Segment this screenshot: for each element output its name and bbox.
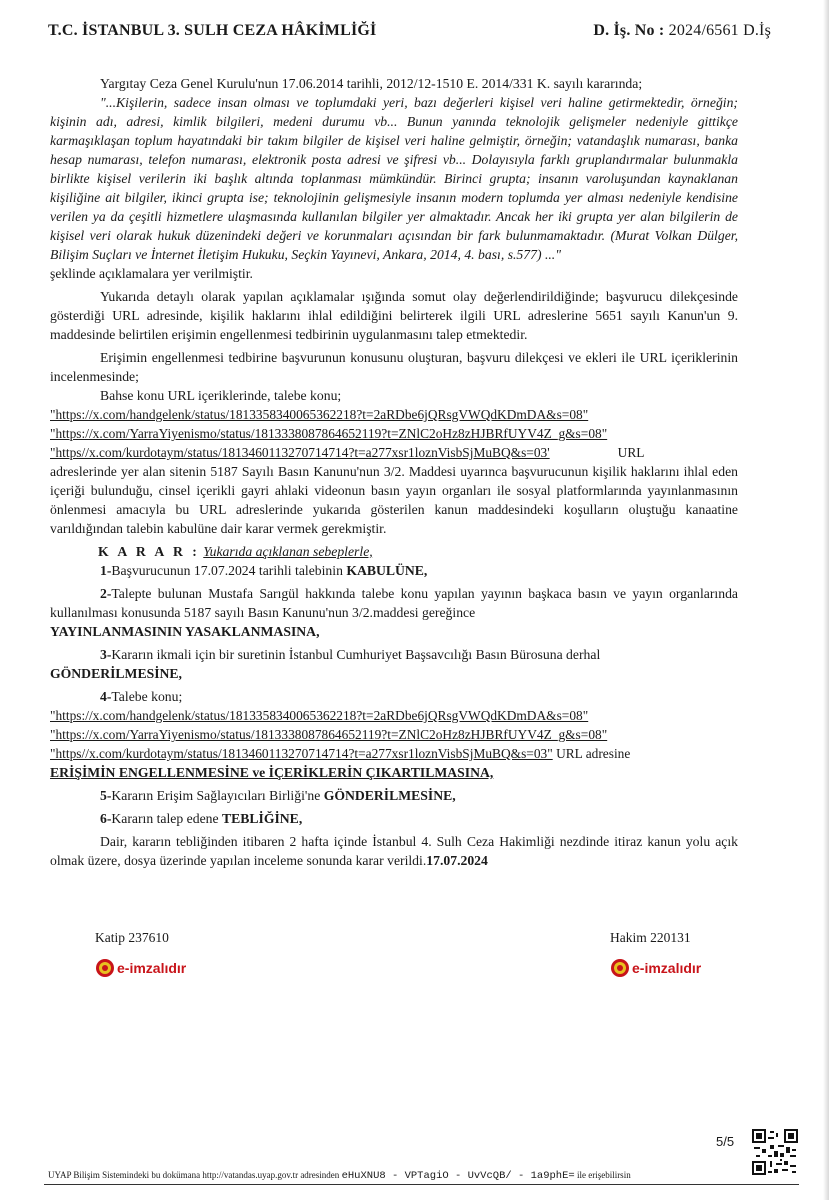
footer-divider xyxy=(44,1184,799,1185)
url-suffix: URL xyxy=(617,445,645,460)
paragraph-examination: Erişimin engellenmesi tedbirine başvurunun konusunu oluşturan, başvuru dilekçesi ve ekleri ile URL içeriklerinin incelenmesinde; xyxy=(50,350,738,384)
paragraph-citation: Yargıtay Ceza Genel Kurulu'nun 17.06.2014 tarihli, 2012/12-1510 E. 2014/331 K. sayılı kararında; xyxy=(100,76,643,91)
seal-icon xyxy=(95,958,115,978)
item-number: 5- xyxy=(100,788,112,803)
file-number xyxy=(593,22,771,40)
url-link[interactable]: "https://x.com/YarraYiyenismo/status/1813338087864652119?t=ZNlC2oHz8zHJBRfUYV4Z_g&s=08" xyxy=(50,727,608,742)
item-4-verdict: ERİŞİMİN ENGELLENMESİNE ve İÇERİKLERİN ÇIKARTILMASINA, xyxy=(50,765,494,780)
url-link[interactable]: "https://x.com/handgelenk/status/1813358340065362218?t=2aRDbe6jQRsgVWQdKDmDA&s=08" xyxy=(50,708,589,723)
url-link[interactable]: "https//x.com/kurdotaym/status/1813460113270714714?t=a277xsr1loznVisbSjMuBQ&s=03' xyxy=(50,445,550,460)
karar-subtitle: Yukarıda açıklanan sebeplerle, xyxy=(203,544,373,559)
decision-item-1 xyxy=(50,561,738,580)
clerk-label: Katip 237610 xyxy=(95,930,169,945)
item-verdict: GÖNDERİLMESİNE, xyxy=(50,666,182,681)
item-number: 4- xyxy=(100,689,112,704)
court-name: T.C. İSTANBUL 3. SULH CEZA HÂKİMLİĞİ xyxy=(48,22,377,39)
item-text: Talepte bulunan Mustafa Sarıgül hakkında talebe konu yapılan yayının başkaca basın ve yayın organlarında kullanılması konusunda 5187 sayılı Basın Kanunu'nun 3/2.maddesi gereğince xyxy=(50,586,738,620)
item-text: Talebe konu; xyxy=(111,689,183,704)
decision-item-5 xyxy=(50,786,738,805)
item-number: 6- xyxy=(100,811,112,826)
footer-tail: ile erişebilirsin xyxy=(576,1170,631,1180)
item-number: 2- xyxy=(100,586,112,601)
item-number: 3- xyxy=(100,647,112,662)
judge-signature xyxy=(610,930,701,978)
paragraph-assessment: Yukarıda detaylı olarak yapılan açıklamalar ışığında somut olay değerlendirildiğinde; başvurucu dilekçesinde gösterdiği URL adresinde, kişilik haklarını ihlal edildiğini belirterek ilgili URL adreslerine 5651 sayılı Kanun'un 9. maddesinde belirtilen erişimin engellenmesi tedbirinin uygulanmasını talep etmektedir. xyxy=(50,289,738,342)
url-line xyxy=(50,443,738,462)
paragraph-url-intro: Bahse konu URL içeriklerinde, talebe konu; xyxy=(100,388,342,403)
esign-label: e-imzalıdır xyxy=(632,960,702,976)
paragraph-quote-end: şeklinde açıklamalara yer verilmiştir. xyxy=(50,266,253,281)
seal-icon xyxy=(610,958,630,978)
item-text: Kararın ikmali için bir suretinin İstanbul Cumhuriyet Başsavcılığı Basın Bürosuna derhal xyxy=(111,647,601,662)
decision-date: 17.07.2024 xyxy=(426,853,488,868)
file-number-value: 2024/6561 D.İş xyxy=(668,22,771,39)
page-number: 5/5 xyxy=(716,1134,735,1149)
decision-item-2 xyxy=(50,584,738,641)
url-suffix: URL adresine xyxy=(556,746,631,761)
item-number: 1- xyxy=(100,563,112,578)
qr-code-icon xyxy=(752,1129,798,1175)
judge-label: Hakim 220131 xyxy=(610,930,691,945)
decision-item-6 xyxy=(50,809,738,828)
file-number-label: D. İş. No : xyxy=(593,22,665,39)
decision-item-4 xyxy=(50,687,738,706)
item-text: Kararın talep edene xyxy=(111,811,222,826)
item-text: Kararın Erişim Sağlayıcıları Birliği'ne xyxy=(111,788,324,803)
item-verdict: KABULÜNE, xyxy=(346,563,428,578)
item-text: Başvurucunun 17.07.2024 tarihli talebinin xyxy=(111,563,347,578)
footer-text: UYAP Bilişim Sistemindeki bu dokümana http://vatandas.uyap.gov.tr adresinden xyxy=(48,1170,340,1180)
document-header xyxy=(48,22,771,50)
item-verdict: TEBLİĞİNE, xyxy=(221,811,303,826)
esign-stamp xyxy=(610,958,701,978)
closing-text: Dair, kararın tebliğinden itibaren 2 hafta içinde İstanbul 4. Sulh Ceza Hakimliği nezdinde itiraz kanun yolu açık olmak üzere, dosya üzerinde yapılan inceleme sonunda karar verildi. xyxy=(50,834,738,868)
closing-paragraph xyxy=(50,832,738,870)
decision-item-3 xyxy=(50,645,738,683)
document-body xyxy=(50,74,738,870)
clerk-signature xyxy=(95,930,186,978)
paragraph-quote: "...Kişilerin, sadece insan olması ve toplumdaki yeri, bazı değerleri kişisel veri haline getirmektedir, örneğin; kişinin adı, adresi, kimlik bilgileri, medeni durumu vb... Bunun yanında teknolojik gelişmeler nedeniyle gittikçe karmaşıklaşan toplum hayatındaki bir takım bilgiler de kişisel veri haline gelmiştir, örneğin; vatandaşlık numarası, banka hesap numarası, telefon numarası, elektronik posta adresi ve şifresi vb... Dolayısıyla farklı gruplandırmalar bulunmakla birlikte kişisel verilerin iki başlık altında toplanması mümkündür. Birinci grupta; insanın varoluşundan kaynaklanan kişiliğine ait bilgiler, ikinci grupta ise; teknolojinin gelişmesiyle insanın modern toplumda yer alması nedeniyle kendisine verilen ya da çeşitli hizmetlere ulaşmasında kullanılan bilgiler yer almaktadır. Ancak her iki grupta yer alan bilgilerin de kişisel veri olarak hukuk düzenindeki değeri ve korunmaları açısından bir fark bulunmamaktadır. (Murat Volkan Dülger, Bilişim Suçları ve İnternet İletişim Hukuku, Seçkin Yayınevi, Ankara, 2014, 4. bası, s.577) ..." xyxy=(50,95,738,262)
karar-title: K A R A R : xyxy=(98,544,200,559)
url-link[interactable]: "https://x.com/YarraYiyenismo/status/1813338087864652119?t=ZNlC2oHz8zHJBRfUYV4Z_g&s=08" xyxy=(50,426,608,441)
esign-stamp xyxy=(95,958,186,978)
item-verdict: YAYINLANMASININ YASAKLANMASINA, xyxy=(50,624,320,639)
footer xyxy=(48,1170,631,1182)
url-link[interactable]: "https://x.com/handgelenk/status/1813358340065362218?t=2aRDbe6jQRsgVWQdKDmDA&s=08" xyxy=(50,407,589,422)
url-line xyxy=(50,744,738,763)
item-verdict: GÖNDERİLMESİNE, xyxy=(323,788,456,803)
document-access-code: eHuXNU8 - VPTagiO - UvVcQB/ - 1a9phE= xyxy=(341,1170,575,1182)
esign-label: e-imzalıdır xyxy=(117,960,187,976)
url-link[interactable]: "https//x.com/kurdotaym/status/1813460113270714714?t=a277xsr1loznVisbSjMuBQ&s=03" xyxy=(50,746,553,761)
karar-heading xyxy=(50,542,738,561)
paragraph-reasoning: adreslerinde yer alan sitenin 5187 Sayılı Basın Kanunu'nun 3/2. Maddesi uyarınca başvurucunun kişilik haklarını ihlal eden içeriği bulunduğu, cinsel içerikli gayri ahlaki videonun basın yayın organları ile sosyal platformlarında yayınlanmasının önlenmesi amacıyla bu URL adreslerinde yukarıda gösterilen kanun maddesindeki koşulların oluştuğu kanaatine varıldığından talebin kabulüne dair karar vermek gerekmiştir. xyxy=(50,464,738,536)
page-edge-shadow xyxy=(823,0,829,1200)
